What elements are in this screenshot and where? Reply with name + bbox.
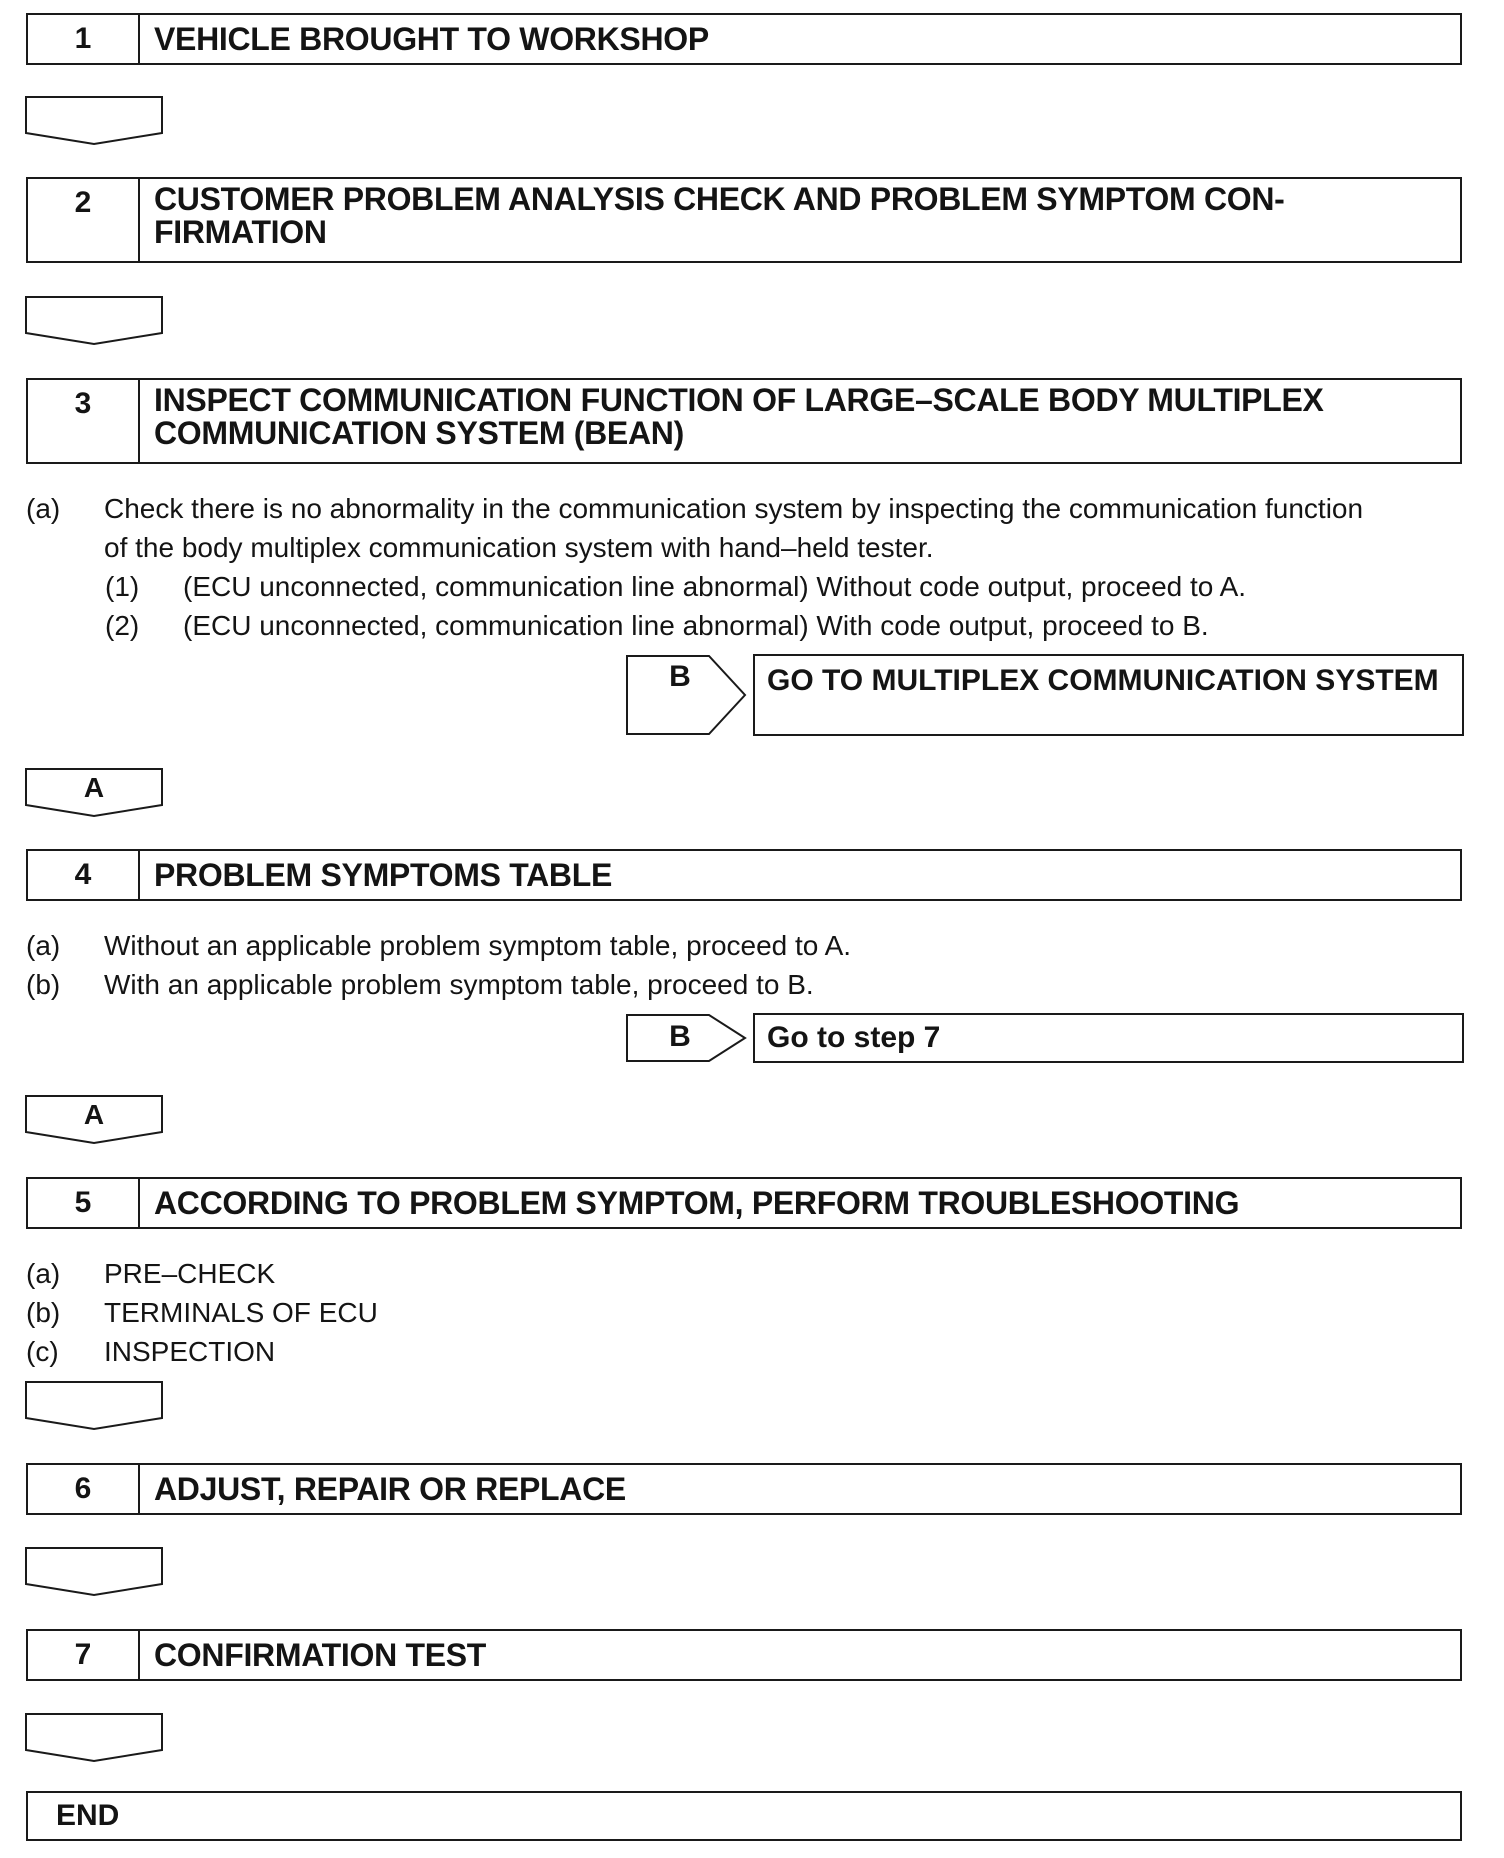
step-title-line: FIRMATION (154, 214, 327, 250)
step-title: CONFIRMATION TEST (154, 1637, 487, 1673)
step-number: 5 (28, 1179, 140, 1227)
flow-arrow-a (24, 767, 164, 819)
branch-target-box (753, 1013, 1464, 1063)
flow-arrow-a (24, 1094, 164, 1146)
branch-tag (625, 1013, 747, 1063)
step-title (154, 384, 1440, 450)
branch-target-box (753, 654, 1464, 736)
step-title-line: COMMUNICATION SYSTEM (BEAN) (154, 415, 684, 451)
step-number: 1 (28, 15, 140, 63)
list-text: Check there is no abnormality in the communication system by inspecting the communication function (104, 493, 1364, 524)
list-text: INSPECTION (104, 1336, 276, 1367)
step-6-box (26, 1463, 1462, 1515)
list-marker: (b) (26, 969, 61, 1000)
list-text: With an applicable problem symptom table, proceed to B. (104, 969, 814, 1000)
step-title-line: INSPECT COMMUNICATION FUNCTION OF LARGE–SCALE BODY MULTIPLEX (154, 382, 1324, 418)
branch-label: B (669, 1020, 691, 1053)
list-text: TERMINALS OF ECU (104, 1297, 378, 1328)
arrow-label: A (83, 1099, 105, 1130)
step-2-box (26, 177, 1462, 263)
list-text: PRE–CHECK (104, 1258, 276, 1289)
list-marker: (c) (26, 1336, 59, 1367)
step-title: PROBLEM SYMPTOMS TABLE (154, 857, 613, 893)
step-3-box (26, 378, 1462, 464)
list-text: Without an applicable problem symptom table, proceed to A. (104, 930, 852, 961)
flow-arrow (24, 1380, 164, 1432)
step-title (154, 183, 1440, 249)
end-label: END (56, 1799, 120, 1832)
step-title-line: CUSTOMER PROBLEM ANALYSIS CHECK AND PROBLEM SYMPTOM CON- (154, 181, 1285, 217)
list-marker: (a) (26, 493, 61, 524)
list-text: (ECU unconnected, communication line abnormal) With code output, proceed to B. (183, 610, 1209, 641)
flow-arrow (24, 95, 164, 147)
end-box (26, 1791, 1462, 1841)
step-number: 3 (28, 380, 140, 462)
step-title: VEHICLE BROUGHT TO WORKSHOP (154, 21, 709, 57)
step-number: 4 (28, 851, 140, 899)
flow-arrow (24, 1546, 164, 1598)
step-number: 6 (28, 1465, 140, 1513)
branch-tag (625, 654, 747, 736)
step-title: ADJUST, REPAIR OR REPLACE (154, 1471, 626, 1507)
list-text: of the body multiplex communication system with hand–held tester. (104, 532, 934, 563)
flow-arrow (24, 1712, 164, 1764)
step-title: ACCORDING TO PROBLEM SYMPTOM, PERFORM TROUBLESHOOTING (154, 1185, 1240, 1221)
branch-label: B (669, 660, 691, 693)
list-marker: (a) (26, 930, 61, 961)
flow-arrow (24, 295, 164, 347)
list-marker: (2) (105, 610, 140, 641)
step-4-box (26, 849, 1462, 901)
step-5-box (26, 1177, 1462, 1229)
step-number: 2 (28, 179, 140, 261)
step-7-box (26, 1629, 1462, 1681)
list-marker: (a) (26, 1258, 61, 1289)
list-text: (ECU unconnected, communication line abnormal) Without code output, proceed to A. (183, 571, 1247, 602)
branch-target-text: Go to step 7 (767, 1021, 941, 1054)
list-marker: (1) (105, 571, 140, 602)
step-number: 7 (28, 1631, 140, 1679)
step-1-box (26, 13, 1462, 65)
list-marker: (b) (26, 1297, 61, 1328)
branch-target-text: GO TO MULTIPLEX COMMUNICATION SYSTEM (767, 664, 1439, 697)
arrow-label: A (83, 772, 105, 803)
